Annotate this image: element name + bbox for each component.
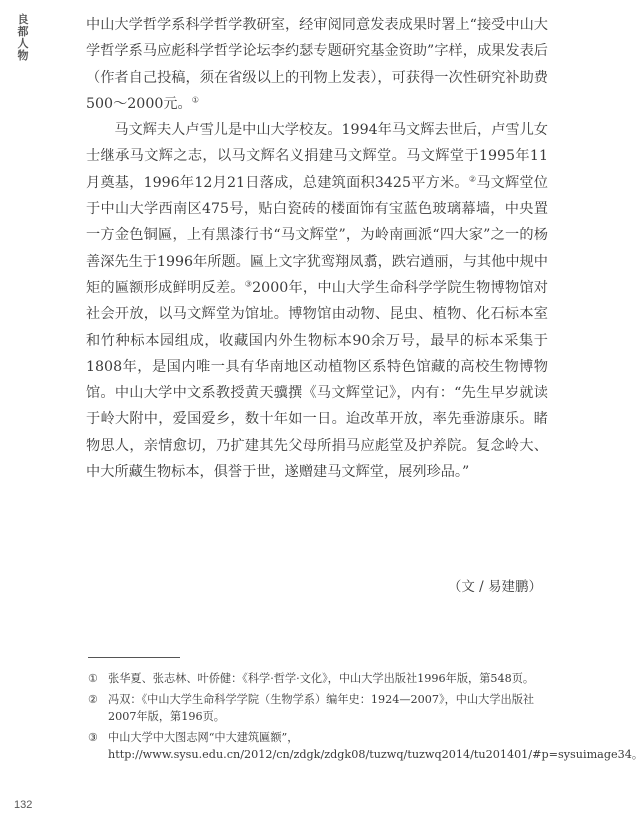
footnote-item bbox=[88, 670, 548, 687]
running-header bbox=[14, 14, 32, 62]
footnote-number: ② bbox=[88, 693, 99, 706]
running-header-char: 良 bbox=[17, 13, 29, 26]
footnote-marker: ② bbox=[468, 174, 477, 184]
footnote-number: ① bbox=[88, 672, 99, 685]
paragraph bbox=[86, 117, 548, 485]
footnote-number: ③ bbox=[88, 731, 99, 744]
body-text bbox=[86, 12, 548, 485]
footnote-marker: ① bbox=[191, 95, 199, 105]
footnote-text: 冯双：《中山大学生命科学学院（生物学系）编年史：1924—2007》，中山大学出版社2007年版，第196页。 bbox=[108, 693, 535, 723]
running-header-char: 物 bbox=[17, 49, 29, 62]
paragraph-text: 2000年，中山大学生命科学学院生物博物馆对社会开放，以马文辉堂为馆址。博物馆由动物、昆虫、植物、化石标本室和竹种标本园组成，收藏国内外生物标本90余万号，最早的标本采集于1808年，是国内唯一具有华南地区动植物区系特色馆藏的高校生物博物馆。中山大学中文系教授黄天骥撰《马文辉堂记》，内有：“先生早岁就读于岭大附中，爱国爱乡，数十年如一日。迨改革开放，率先垂游康乐。睹物思人，亲情愈切，乃扩建其先父母所捐马应彪堂及护养院。复念岭大、中大所藏生物标本，俱誉于世，遂赠建马文辉堂，展列珍品。” bbox=[86, 279, 548, 481]
paragraph-text: 马文辉夫人卢雪儿是中山大学校友。1994年马文辉去世后，卢雪儿女士继承马文辉之志，以马文辉名义捐建马文辉堂。马文辉堂于1995年11月奠基，1996年12月21日落成，总建筑面积3425平方米。 bbox=[86, 122, 548, 191]
footnote-item bbox=[88, 691, 548, 725]
footnotes bbox=[88, 670, 643, 767]
paragraph-text: 中山大学哲学系科学哲学教研室，经审阅同意发表成果时署上“接受中山大学哲学系马应彪科学哲学论坛李约瑟专题研究基金资助”字样，成果发表后（作者自己投稿，须在省级以上的刊物上发表），可获得一次性研究补助费500～2000元。 bbox=[86, 17, 548, 112]
footnote-marker: ③ bbox=[244, 279, 253, 289]
running-header-char: 都 bbox=[17, 25, 29, 38]
footnote-text: 中山大学中大图志网“中大建筑匾额”，http://www.sysu.edu.cn/2012/cn/zdgk/zdgk08/tuzwq/tuzwq2014/tu201401/#p=sysuimage34。 bbox=[108, 731, 643, 761]
footnote-divider bbox=[88, 657, 180, 658]
running-header-char: 人 bbox=[17, 37, 29, 50]
page-number: 132 bbox=[14, 799, 33, 811]
footnote-item bbox=[88, 729, 643, 763]
footnote-text: 张华夏、张志林、叶侨健：《科学·哲学·文化》，中山大学出版社1996年版，第548页。 bbox=[108, 672, 535, 685]
paragraph-text: 马文辉堂位于中山大学西南区475号，贴白瓷砖的楼面饰有宝蓝色玻璃幕墙，中央置一方金色铜匾，上有黑漆行书“马文辉堂”，为岭南画派“四大家”之一的杨善深先生于1996年所题。匾上文字犹鸾翔凤翥，跌宕遒丽，与其他中规中矩的匾额形成鲜明反差。 bbox=[86, 174, 548, 296]
author-attribution: （文 / 易建鹏） bbox=[447, 579, 542, 595]
paragraph bbox=[86, 12, 548, 117]
